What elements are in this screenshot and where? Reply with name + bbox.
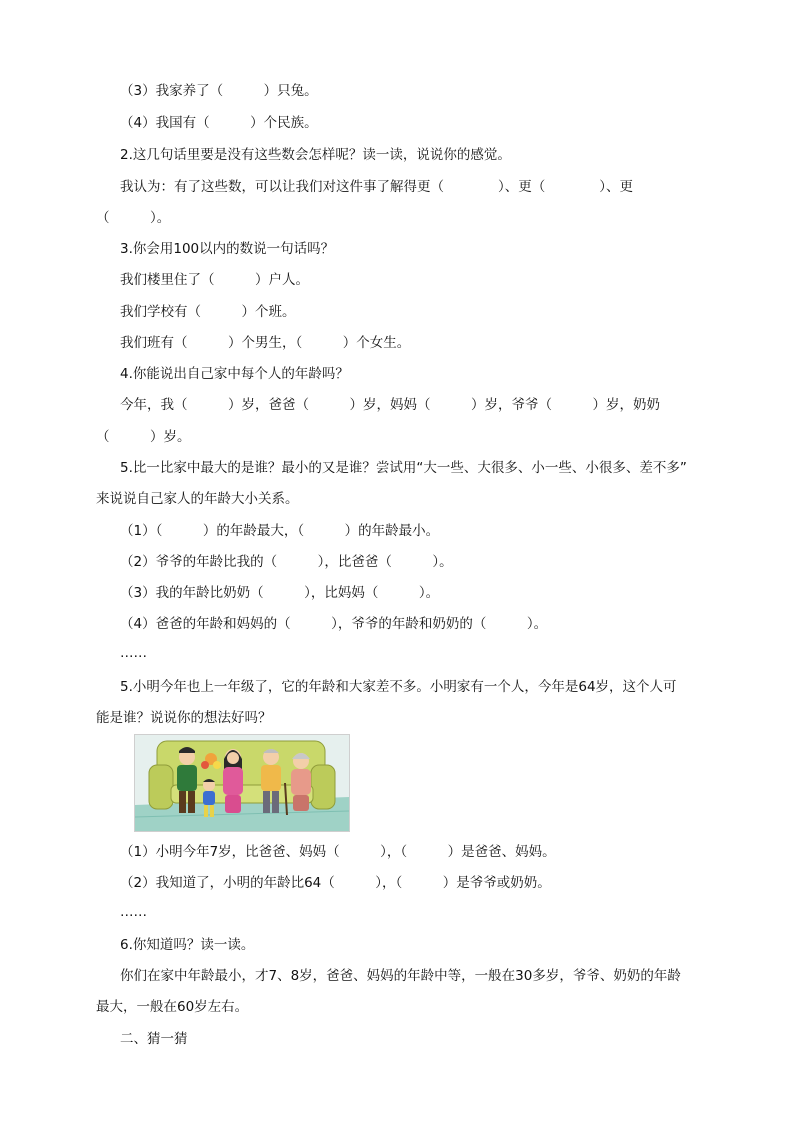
ellipsis-2: …… xyxy=(120,904,147,920)
question-3-classes: 我们学校有（ ）个班。 xyxy=(120,304,296,320)
question-3-students: 我们班有（ ）个男生，（ ）个女生。 xyxy=(120,335,411,351)
question-5b-item-2: （2）我知道了，小明的年龄比64（ ），（ ）是爷爷或奶奶。 xyxy=(120,875,551,891)
question-4: 4.你能说出自己家中每个人的年龄吗？ xyxy=(120,366,349,382)
question-6: 6.你知道吗？读一读。 xyxy=(120,937,255,953)
question-3-households: 我们楼里住了（ ）户人。 xyxy=(120,272,309,288)
item-ethnic-groups: （4）我国有（ ）个民族。 xyxy=(120,115,318,131)
question-5-item-1: （1）（ ）的年龄最大，（ ）的年龄最小。 xyxy=(120,523,440,539)
question-5-item-4: （4）爸爸的年龄和妈妈的（ ），爷爷的年龄和奶奶的（ ）。 xyxy=(120,616,548,632)
question-4-ages-line2: （ ）岁。 xyxy=(96,429,191,445)
question-5-item-3: （3）我的年龄比奶奶（ ），比妈妈（ ）。 xyxy=(120,585,440,601)
question-5b: 5.小明今年也上一年级了，它的年龄和大家差不多。小明家有一个人，今年是64岁，这个人可 xyxy=(120,679,677,695)
question-5b-item-1: （1）小明今年7岁，比爸爸、妈妈（ ），（ ）是爸爸、妈妈。 xyxy=(120,844,556,860)
question-2: 2.这几句话里要是没有这些数会怎样呢？读一读，说说你的感觉。 xyxy=(120,147,511,163)
question-5: 5.比一比家中最大的是谁？最小的又是谁？尝试用“大一些、大很多、小一些、小很多、差不多” xyxy=(120,460,687,476)
question-2-answer-line1: 我认为：有了这些数，可以让我们对这件事了解得更（ ）、更（ ）、更 xyxy=(120,179,633,195)
question-5-continued: 来说说自己家人的年龄大小关系。 xyxy=(96,491,299,507)
item-rabbits: （3）我家养了（ ）只兔。 xyxy=(120,83,318,99)
family-sofa-illustration xyxy=(134,734,350,832)
question-6-text-line2: 最大，一般在60岁左右。 xyxy=(96,999,249,1015)
ellipsis-1: …… xyxy=(120,645,147,661)
question-5b-continued: 能是谁？说说你的想法好吗？ xyxy=(96,710,272,726)
question-5-item-2: （2）爷爷的年龄比我的（ ），比爸爸（ ）。 xyxy=(120,554,453,570)
section-2-heading: 二、猜一猜 xyxy=(120,1031,188,1047)
question-4-ages-line1: 今年，我（ ）岁，爸爸（ ）岁，妈妈（ ）岁，爷爷（ ）岁，奶奶 xyxy=(120,397,660,413)
question-6-text-line1: 你们在家中年龄最小，才7、8岁，爸爸、妈妈的年龄中等，一般在30多岁，爷爷、奶奶的年龄 xyxy=(120,968,681,984)
question-2-answer-line2: （ ）。 xyxy=(96,210,171,226)
question-3: 3.你会用100以内的数说一句话吗？ xyxy=(120,241,335,257)
